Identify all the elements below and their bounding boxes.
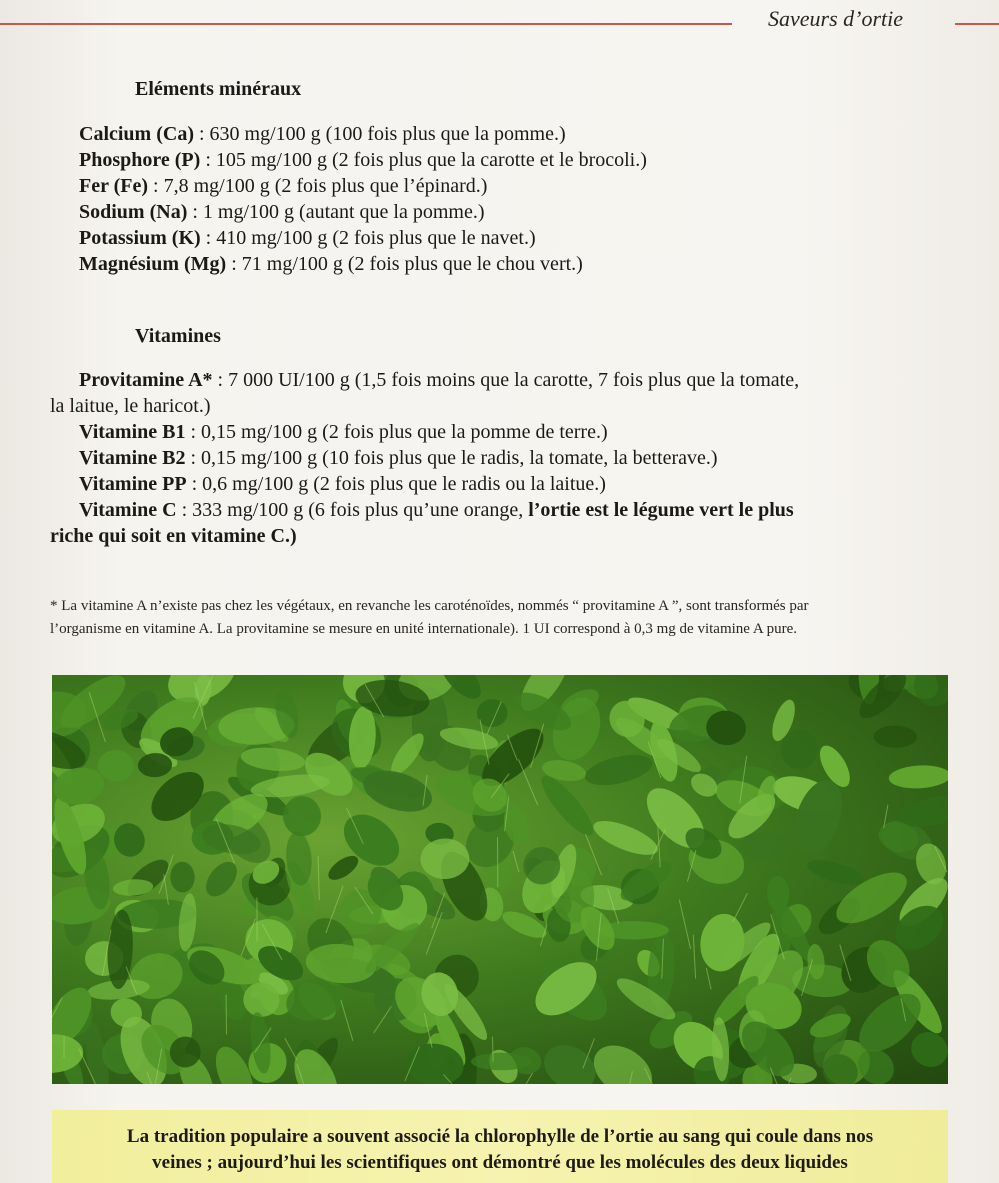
minerals-heading: Eléments minéraux <box>135 78 302 100</box>
vitamin-name: Vitamine PP <box>79 473 187 495</box>
vitamin-item <box>50 445 950 471</box>
leaf-vein <box>341 1000 353 1041</box>
mineral-item <box>50 199 950 225</box>
leaf-vein <box>426 912 442 954</box>
mineral-value: : 1 mg/100 g (autant que la pomme.) <box>187 201 485 223</box>
leaf-vein <box>318 856 319 900</box>
vitamin-name: Provitamine A* <box>79 369 213 391</box>
header-rule-left <box>0 23 732 25</box>
nettle-leaf <box>589 814 662 862</box>
nettle-leaf <box>170 861 195 893</box>
nettle-leaf <box>582 750 655 791</box>
mineral-name: Phosphore (P) <box>79 149 201 171</box>
mineral-name: Fer (Fe) <box>79 175 149 197</box>
vitamin-value: : 7 000 UI/100 g (1,5 fois moins que la carotte, 7 fois plus que la tomate, <box>212 369 800 391</box>
vitamin-c-emphasis-continuation: riche qui soit en vitamine C.) <box>50 525 297 547</box>
photo-caption <box>52 1110 948 1183</box>
nettle-leaf <box>97 749 134 781</box>
mineral-name: Magnésium (Mg) <box>79 253 227 275</box>
header-rule-right <box>955 23 999 25</box>
caption-line: veines ; aujourd’hui les scientifiques ont démontré que les molécules des deux liquides <box>152 1152 848 1173</box>
leaf-vein <box>493 1037 494 1062</box>
mineral-value: : 630 mg/100 g (100 fois plus que la pomme.) <box>193 123 566 145</box>
nettle-leaf <box>536 1036 604 1084</box>
leaf-vein <box>515 1073 532 1084</box>
mineral-name: Potassium (K) <box>79 227 201 249</box>
vitamin-item <box>50 367 950 393</box>
leaf-vein <box>519 759 538 805</box>
mineral-item <box>50 147 950 173</box>
vitamins-list <box>50 367 950 549</box>
leaf-vein <box>285 1038 297 1060</box>
vitamins-heading: Vitamines <box>135 325 221 347</box>
vitamin-item <box>50 419 950 445</box>
footnote-line: l’organisme en vitamine A. La provitamine se mesure en unité internationale). 1 UI correspond à 0,3 mg de vitamine A pure. <box>50 621 798 637</box>
nettle-leaf <box>324 851 362 884</box>
minerals-list <box>50 121 950 277</box>
vitamin-c-emphasis: l’ortie est le légume vert le plus <box>528 499 794 521</box>
leaf-vein <box>513 851 519 872</box>
caption-line: La tradition populaire a souvent associé la chlorophylle de l’ortie au sang qui coule dans nos <box>126 1126 874 1147</box>
leaf-vein <box>693 935 695 979</box>
nettle-leaf <box>200 856 243 902</box>
leaf-vein <box>706 968 711 989</box>
vitamin-name: Vitamine C <box>79 499 177 521</box>
vitamin-item <box>50 497 950 523</box>
vitamin-item-continuation: la laitue, le haricot.) <box>50 395 211 417</box>
nettle-leaf <box>584 1035 661 1084</box>
running-title: Saveurs d’ortie <box>768 6 904 31</box>
mineral-value: : 105 mg/100 g (2 fois plus que la carotte et le brocoli.) <box>200 149 647 171</box>
mineral-item <box>50 225 950 251</box>
mineral-value: : 7,8 mg/100 g (2 fois plus que l’épinard.) <box>148 175 488 197</box>
nettle-leaf <box>739 832 792 862</box>
nettle-leaf <box>471 1053 532 1071</box>
mineral-item <box>50 121 950 147</box>
nettle-leaves-illustration <box>52 675 948 1084</box>
nettle-leaf <box>805 855 867 889</box>
leaf-vein <box>733 893 748 922</box>
vitamin-value: : 0,15 mg/100 g (2 fois plus que la pomme de terre.) <box>185 421 608 443</box>
mineral-name: Calcium (Ca) <box>79 123 194 145</box>
mineral-value: : 410 mg/100 g (2 fois plus que le navet.) <box>200 227 536 249</box>
nettle-leaf <box>905 1025 948 1073</box>
vitamin-value: : 0,6 mg/100 g (2 fois plus que le radis ou la laitue.) <box>186 473 606 495</box>
vitamin-value: : 0,15 mg/100 g (10 fois plus que le radis, la tomate, la betterave.) <box>185 447 718 469</box>
footnote-line: * La vitamine A n’existe pas chez les végétaux, en revanche les caroténoïdes, nommés “ provitamine A ”, sont transformés par <box>50 598 809 614</box>
nettle-leaf <box>888 764 948 790</box>
vitamin-item <box>50 471 950 497</box>
mineral-item <box>50 251 950 277</box>
vitamin-value: : 333 mg/100 g (6 fois plus qu’une orange, <box>176 499 529 521</box>
nettle-leaf <box>283 796 322 837</box>
vitamin-name: Vitamine B2 <box>79 447 186 469</box>
footnote <box>50 595 950 641</box>
mineral-value: : 71 mg/100 g (2 fois plus que le chou vert.) <box>226 253 583 275</box>
mineral-item <box>50 173 950 199</box>
nettle-leaf <box>873 725 917 748</box>
vitamin-name: Vitamine B1 <box>79 421 186 443</box>
leaf-vein <box>679 900 690 949</box>
nettle-leaf <box>697 911 748 974</box>
nettle-photo <box>52 675 948 1084</box>
mineral-name: Sodium (Na) <box>79 201 188 223</box>
